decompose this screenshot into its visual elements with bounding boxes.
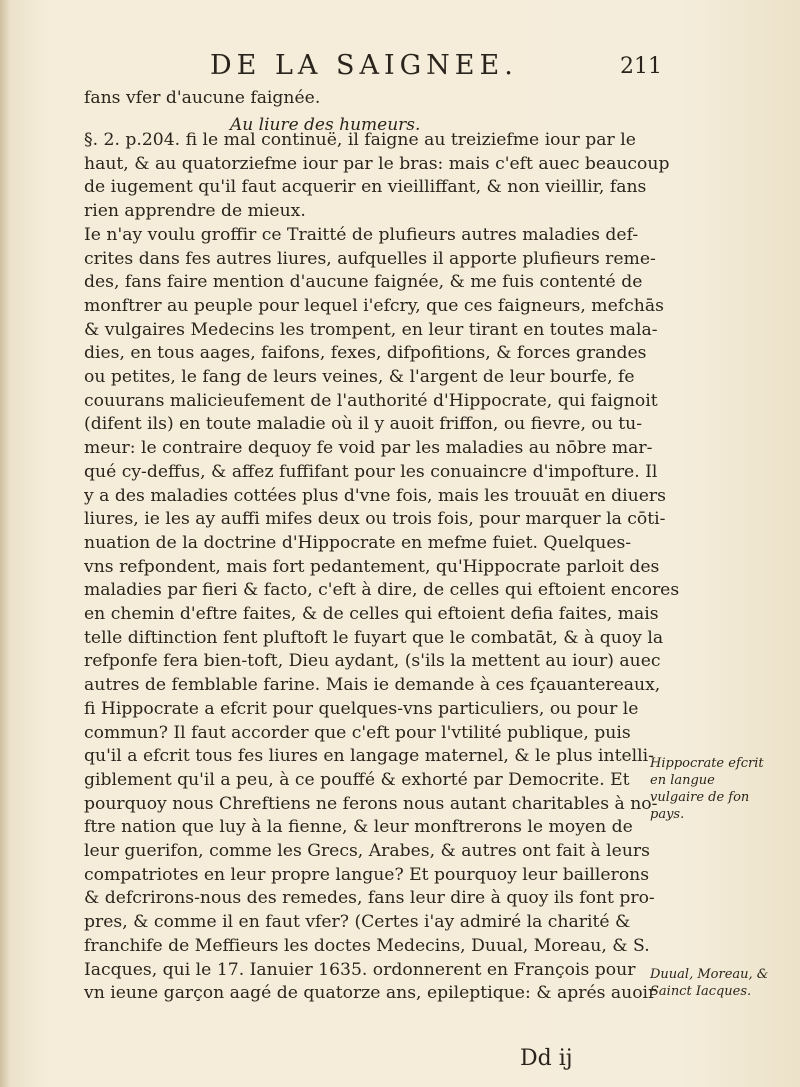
catchword: Dd ij bbox=[520, 1046, 573, 1071]
margin-note-hippocrate: Hippocrate efcrit en langue vulgaire de fon pays. bbox=[650, 756, 764, 822]
body-line: de iugement qu'il faut acquerir en vieilliffant, & non vieillir, fans bbox=[84, 177, 647, 198]
body-line: ftre nation que luy à la fienne, & leur monftrerons le moyen de bbox=[84, 817, 633, 838]
body-line: fi Hippocrate a efcrit pour quelques-vns particuliers, ou pour le bbox=[84, 698, 639, 719]
body-line: §. 2. p.204. fi le mal continuë, il faigne au treiziefme iour par le bbox=[84, 130, 636, 150]
body-line: Iacques, qui le 17. Ianuier 1635. ordonnerent en François pour bbox=[84, 959, 636, 980]
body-line: liures, ie les ay auffi mifes deux ou trois fois, pour marquer la cōti- bbox=[84, 509, 666, 530]
body-line: en chemin d'eftre faites, & de celles qui eftoient defia faites, mais bbox=[84, 604, 659, 624]
body-line: & vulgaires Medecins les trompent, en leur tirant en toutes mala- bbox=[84, 319, 658, 340]
body-line: ou petites, le fang de leurs veines, & l'argent de leur bourfe, fe bbox=[84, 367, 635, 387]
body-line: Ie n'ay voulu groffir ce Traitté de plufieurs autres maladies def- bbox=[84, 224, 639, 245]
body-line: (difent ils) en toute maladie où il y auoit friffon, ou fievre, ou tu- bbox=[84, 414, 643, 435]
body-line: autres de femblable farine. Mais ie demande à ces fçauantereaux, bbox=[84, 675, 661, 696]
body-line: rien apprendre de mieux. bbox=[84, 201, 306, 222]
body-line: compatriotes en leur propre langue? Et pourquoy leur baillerons bbox=[84, 864, 650, 885]
page-number: 211 bbox=[620, 54, 662, 79]
body-line: dies, en tous aages, faifons, fexes, difpofitions, & forces grandes bbox=[84, 343, 647, 364]
body-line: vn ieune garçon aagé de quatorze ans, epileptique: & aprés auoir bbox=[84, 983, 657, 1004]
body-line: nuation de la doctrine d'Hippocrate en mefme fuiet. Quelques- bbox=[84, 532, 632, 553]
body-line: qué cy-deffus, & affez fuffifant pour les conuaincre d'impofture. Il bbox=[84, 461, 658, 482]
body-line: vns refpondent, mais fort pedantement, qu'Hippocrate parloit des bbox=[84, 556, 660, 577]
first-line: fans vfer d'aucune faignée. bbox=[84, 88, 321, 108]
running-title: DE LA SAIGNEE. bbox=[210, 50, 518, 81]
body-line: leur guerifon, comme les Grecs, Arabes, & autres ont fait à leurs bbox=[84, 841, 650, 861]
body-line: y a des maladies cottées plus d'vne fois, mais les trouuāt en diuers bbox=[84, 485, 666, 506]
body-line: pourquoy nous Chreftiens ne ferons nous autant charitables à no- bbox=[84, 793, 658, 814]
body-line: des, fans faire mention d'aucune faignée, & me fuis contenté de bbox=[84, 272, 643, 293]
body-line: pres, & comme il en faut vfer? (Certes i'ay admiré la charité & bbox=[84, 912, 631, 933]
body-line: commun? Il faut accorder que c'eft pour l'vtilité publique, puis bbox=[84, 722, 631, 743]
body-line: qu'il a efcrit tous fes liures en langage maternel, & le plus intelli- bbox=[84, 746, 654, 767]
body-line: meur: le contraire dequoy fe void par les maladies au nōbre mar- bbox=[84, 438, 653, 459]
body-line: telle diftinction fent pluftoft le fuyart que le combatāt, & à quoy la bbox=[84, 627, 664, 648]
body-line: crites dans fes autres liures, aufquelles il apporte plufieurs reme- bbox=[84, 248, 656, 269]
section-subheading: Au liure des humeurs. bbox=[230, 115, 421, 135]
body-line: refponfe fera bien-toft, Dieu aydant, (s'ils la mettent au iour) auec bbox=[84, 651, 661, 672]
body-line: giblement qu'il a peu, à ce pouffé & exhorté par Democrite. Et bbox=[84, 769, 630, 790]
body-line: maladies par fieri & facto, c'eft à dire, de celles qui eftoient encores bbox=[84, 580, 680, 601]
margin-note-physicians: Duual, Moreau, & Sainct Iacques. bbox=[650, 967, 769, 999]
running-header bbox=[210, 50, 660, 84]
page-edge-shadow bbox=[0, 0, 10, 1087]
body-line: haut, & au quatorziefme iour par le bras: mais c'eft auec beaucoup bbox=[84, 153, 670, 174]
body-line: franchife de Meffieurs les doctes Medecins, Duual, Moreau, & S. bbox=[84, 935, 650, 956]
body-line: & defcrirons-nous des remedes, fans leur dire à quoy ils font pro- bbox=[84, 888, 655, 909]
body-line: couurans malicieufement de l'authorité d'Hippocrate, qui faignoit bbox=[84, 390, 658, 411]
body-line: monftrer au peuple pour lequel i'efcry, que ces faigneurs, mefchās bbox=[84, 295, 664, 316]
